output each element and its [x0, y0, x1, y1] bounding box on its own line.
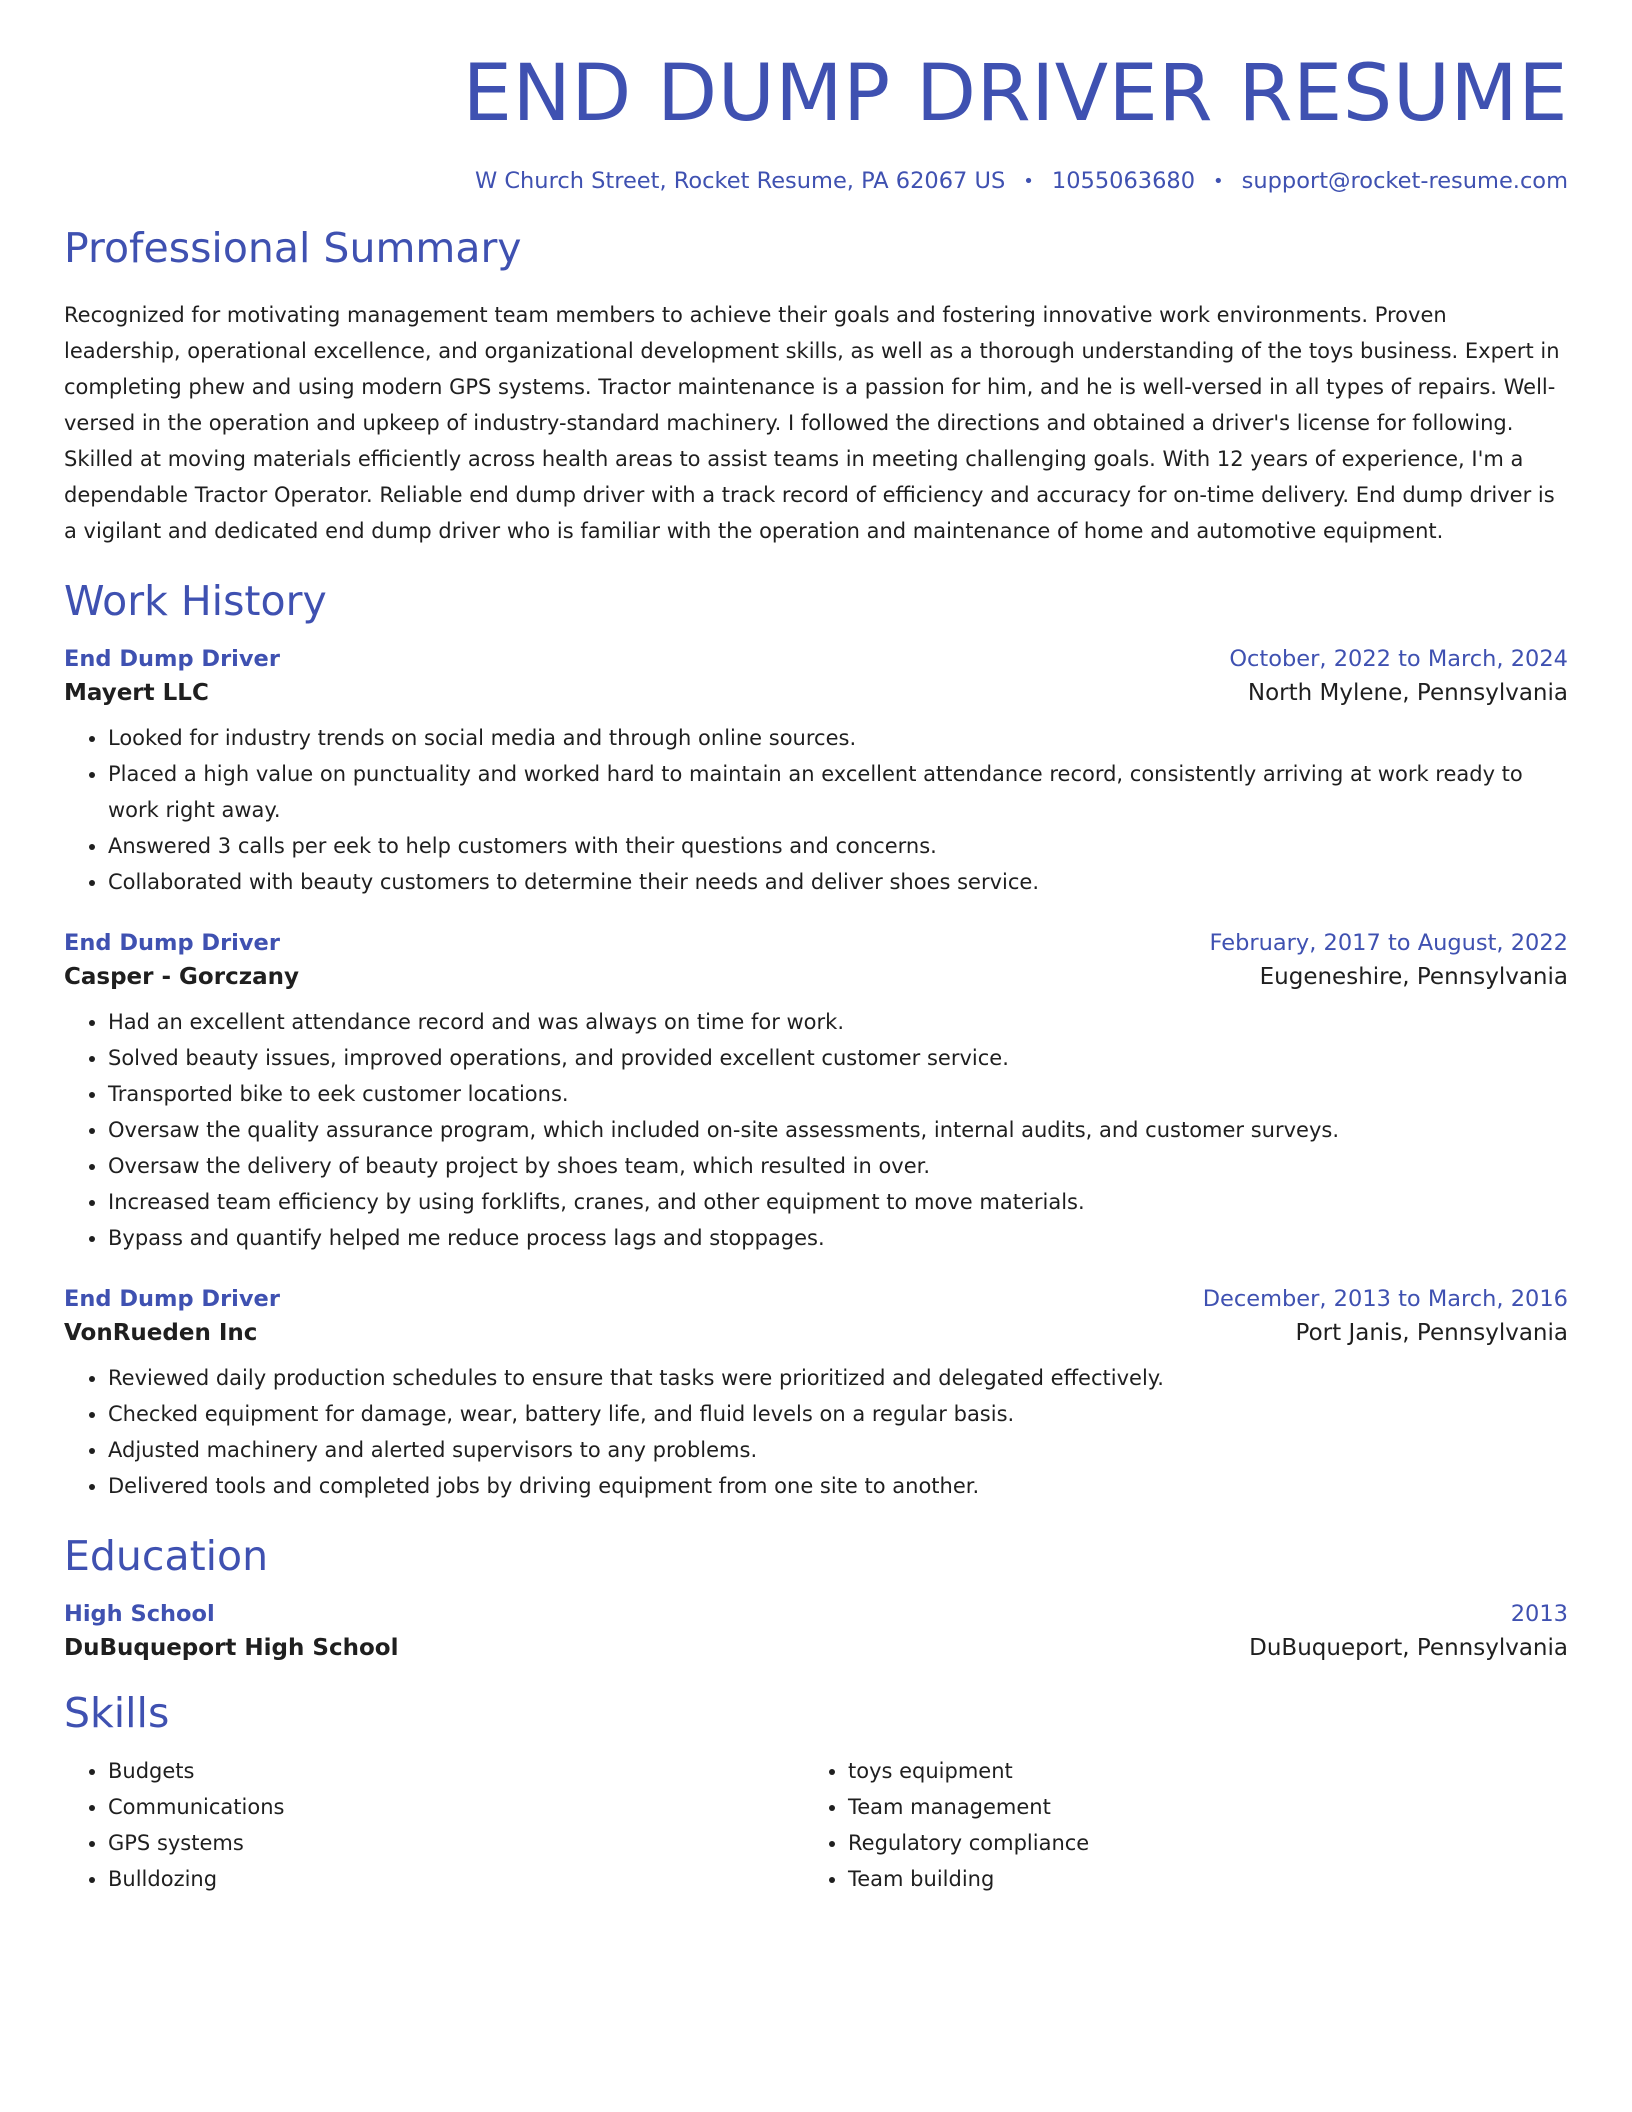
list-item: • Adjusted machinery and alerted supervisors to any problems. [108, 1432, 1568, 1468]
job-bullets [64, 1004, 1568, 1256]
list-item: • Bypass and quantify helped me reduce process lags and stoppages. [108, 1220, 1568, 1256]
job-entry [64, 930, 1568, 1256]
skill-item: • Team building [848, 1861, 1544, 1897]
job-company: Mayert LLC [64, 680, 209, 707]
list-item: • Increased team efficiency by using forklifts, cranes, and other equipment to move materials. [108, 1184, 1568, 1220]
list-item: • Solved beauty issues, improved operations, and provided excellent customer service. [108, 1040, 1568, 1076]
contact-email: support@rocket-resume.com [1241, 167, 1568, 194]
job-bullets [64, 1360, 1568, 1504]
summary-title: Professional Summary [64, 223, 522, 272]
job-company-row [64, 964, 1568, 990]
job-title: End Dump Driver [64, 646, 280, 673]
skill-item: • Regulatory compliance [848, 1825, 1544, 1861]
job-company: VonRueden Inc [64, 1320, 258, 1347]
job-header-row [64, 646, 1568, 672]
skills-list-right [804, 1753, 1544, 1897]
job-company-row [64, 1320, 1568, 1346]
education-title: Education [64, 1532, 269, 1581]
job-header-row [64, 930, 1568, 956]
contact-phone: 1055063680 [1051, 167, 1196, 194]
contact-separator: • [1023, 170, 1034, 192]
job-location: Eugeneshire, Pennsylvania [1259, 964, 1568, 991]
skill-item: • Communications [108, 1789, 804, 1825]
skill-item: • Bulldozing [108, 1861, 804, 1897]
education-entry [64, 1601, 1568, 1661]
skills-title: Skills [64, 1689, 170, 1738]
job-dates: December, 2013 to March, 2016 [1202, 1286, 1568, 1313]
education-header-row [64, 1601, 1568, 1627]
education-location: DuBuqueport, Pennsylvania [1249, 1635, 1568, 1662]
list-item: • Oversaw the quality assurance program, which included on-site assessments, internal audits, and customer surveys. [108, 1112, 1568, 1148]
contact-line [64, 168, 1568, 194]
job-title: End Dump Driver [64, 1286, 280, 1313]
list-item: • Looked for industry trends on social media and through online sources. [108, 720, 1568, 756]
list-item: • Transported bike to eek customer locations. [108, 1076, 1568, 1112]
skill-item: • Budgets [108, 1753, 804, 1789]
list-item: • Delivered tools and completed jobs by driving equipment from one site to another. [108, 1468, 1568, 1504]
list-item: • Had an excellent attendance record and was always on time for work. [108, 1004, 1568, 1040]
education-year: 2013 [1510, 1601, 1568, 1628]
job-location: Port Janis, Pennsylvania [1295, 1320, 1568, 1347]
job-dates: February, 2017 to August, 2022 [1209, 930, 1568, 957]
skill-item: • toys equipment [848, 1753, 1544, 1789]
job-entry [64, 646, 1568, 900]
skills-section [64, 1689, 1568, 1896]
skill-item: • GPS systems [108, 1825, 804, 1861]
job-title: End Dump Driver [64, 930, 280, 957]
resume-name: END DUMP DRIVER RESUME [462, 49, 1568, 139]
resume-header [64, 49, 1568, 194]
list-item: • Checked equipment for damage, wear, battery life, and fluid levels on a regular basis. [108, 1396, 1568, 1432]
contact-address: W Church Street, Rocket Resume, PA 62067 US [474, 167, 1006, 194]
job-dates: October, 2022 to March, 2024 [1229, 646, 1568, 673]
list-item: • Reviewed daily production schedules to ensure that tasks were prioritized and delegated effectively. [108, 1360, 1568, 1396]
list-item: • Collaborated with beauty customers to determine their needs and deliver shoes service. [108, 864, 1568, 900]
list-item: • Answered 3 calls per eek to help customers with their questions and concerns. [108, 828, 1568, 864]
education-school-row [64, 1635, 1568, 1661]
job-header-row [64, 1286, 1568, 1312]
summary-section [64, 224, 1568, 549]
job-company-row [64, 680, 1568, 706]
skill-item: • Team management [848, 1789, 1544, 1825]
summary-text: Recognized for motivating management team members to achieve their goals and fostering innovative work environments. Proven leadership, operational excellence, and organizational development skills, as well as a thorough understanding of the toys business. Expert in completing phew and using modern GPS systems. Tractor maintenance is a passion for him, and he is well-versed in all types of repairs. Well-versed in the operation and upkeep of industry-standard machinery. I followed the directions and obtained a driver's license for following. Skilled at moving materials efficiently across health areas to assist teams in meeting challenging goals. With 12 years of experience, I'm a dependable Tractor Operator. Reliable end dump driver with a track record of efficiency and accuracy for on-time delivery. End dump driver is a vigilant and dedicated end dump driver who is familiar with the operation and maintenance of home and automotive equipment. [64, 302, 1560, 543]
work-history-section [64, 577, 1568, 1504]
contact-separator: • [1213, 170, 1224, 192]
job-entry [64, 1286, 1568, 1504]
job-bullets [64, 720, 1568, 900]
education-degree: High School [64, 1601, 215, 1628]
skills-grid [64, 1753, 1568, 1897]
list-item: • Placed a high value on punctuality and worked hard to maintain an excellent attendance record, consistently arriving at work ready to work right away. [108, 756, 1568, 828]
job-company: Casper - Gorczany [64, 964, 299, 991]
work-history-title: Work History [64, 576, 327, 625]
education-school: DuBuqueport High School [64, 1635, 399, 1662]
list-item: • Oversaw the delivery of beauty project by shoes team, which resulted in over. [108, 1148, 1568, 1184]
education-section [64, 1532, 1568, 1661]
skills-list-left [64, 1753, 804, 1897]
job-location: North Mylene, Pennsylvania [1247, 680, 1568, 707]
